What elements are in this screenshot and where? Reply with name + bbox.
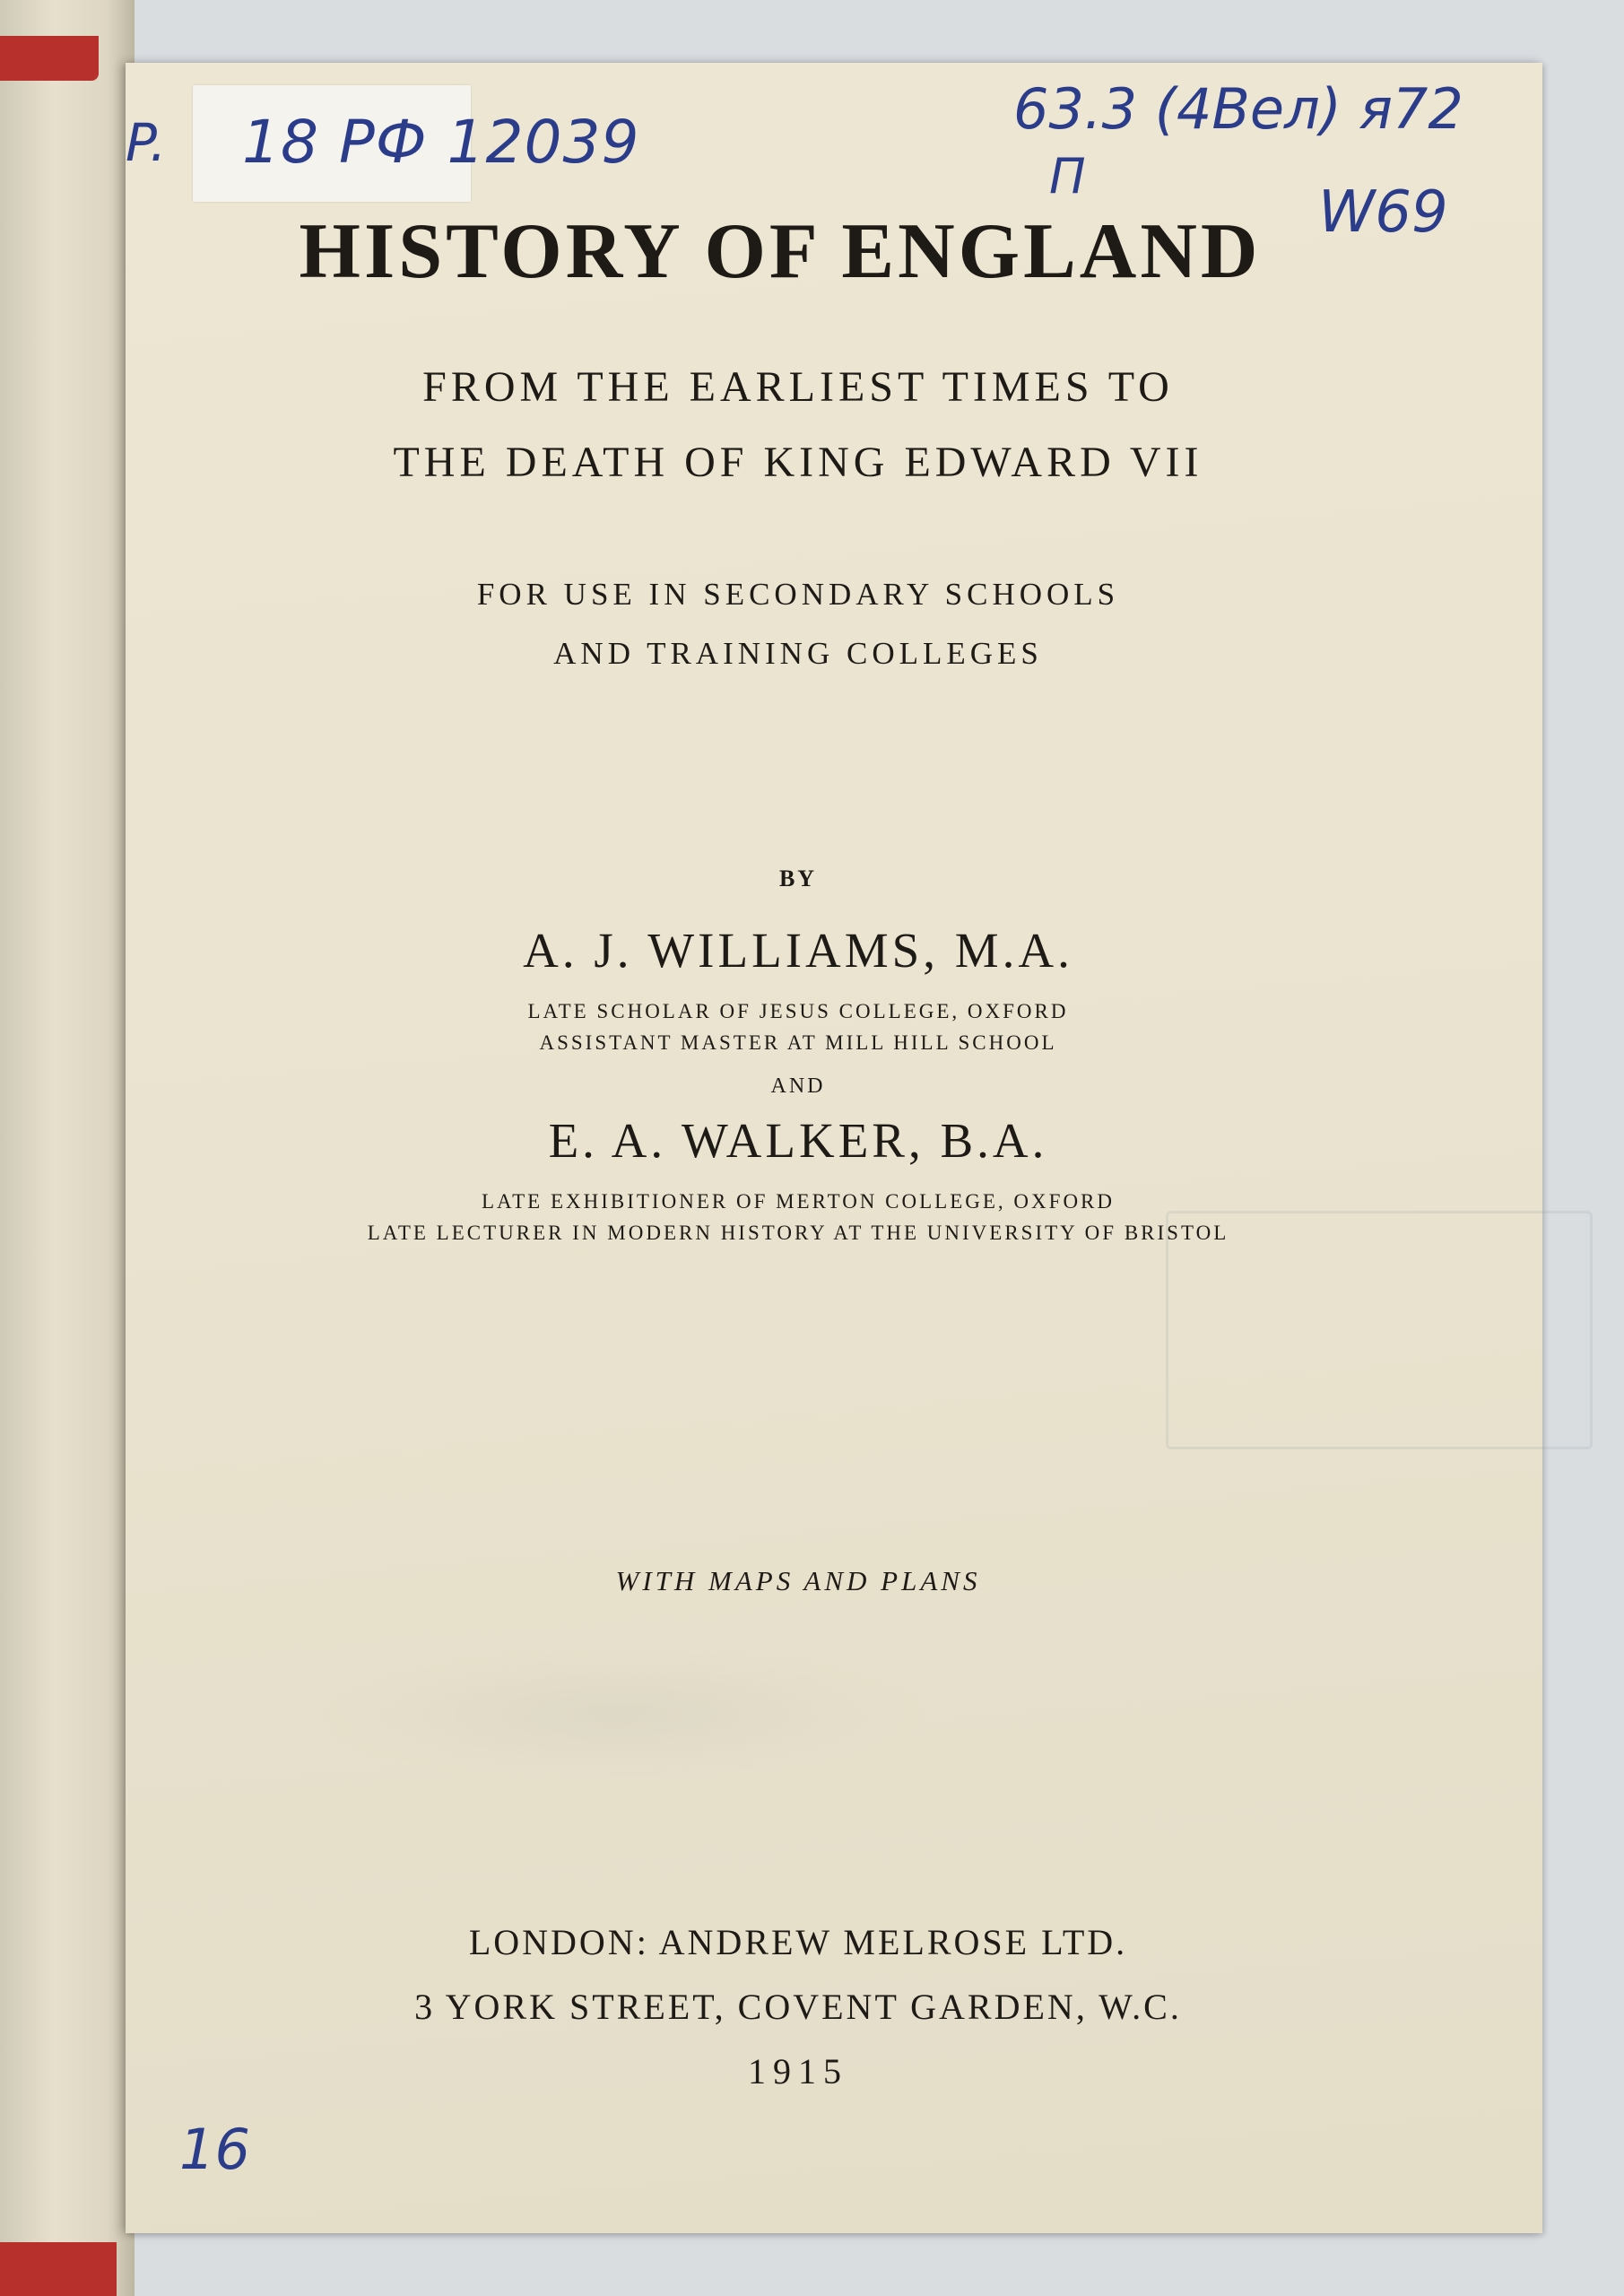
subtitle-line-2: THE DEATH OF KING EDWARD VII: [393, 439, 1203, 486]
red-cloth-bottom: [0, 2242, 117, 2296]
author-2-affiliation-1: LATE EXHIBITIONER OF MERTON COLLEGE, OXFORD: [482, 1190, 1115, 1213]
author-2-name: E. A. WALKER, B.A.: [548, 1113, 1048, 1168]
author-1-affiliation-2: ASSISTANT MASTER AT MILL HILL SCHOOL: [539, 1031, 1057, 1054]
publisher-imprint: [179, 1910, 1417, 2104]
author-2-affiliation-2: LATE LECTURER IN MODERN HISTORY AT THE UNIVERSITY OF BRISTOL: [367, 1222, 1229, 1244]
purpose-statement: [179, 565, 1417, 683]
handwritten-left-mark: P.: [126, 112, 167, 173]
author-2-affiliations: [179, 1186, 1417, 1248]
author-1-name: A. J. WILLIAMS, M.A.: [523, 923, 1073, 978]
purpose-line-1: FOR USE IN SECONDARY SCHOOLS: [476, 577, 1120, 612]
handwritten-call-number: 18 РФ 12039: [242, 108, 640, 177]
subtitle-line-1: FROM THE EARLIEST TIMES TO: [422, 363, 1174, 411]
book-title: HISTORY OF ENGLAND: [299, 208, 1262, 295]
red-cloth-top: [0, 36, 99, 81]
and-label: AND: [770, 1074, 826, 1098]
book-binding: [0, 0, 135, 2296]
by-label: BY: [778, 865, 818, 891]
publication-year: 1915: [748, 2051, 848, 2092]
publisher-line-1: LONDON: ANDREW MELROSE LTD.: [468, 1922, 1128, 1962]
publisher-line-2: 3 YORK STREET, COVENT GARDEN, W.C.: [414, 1987, 1182, 2027]
purpose-line-2: AND TRAINING COLLEGES: [553, 636, 1043, 671]
subtitle: [179, 350, 1417, 500]
author-1-affiliation-1: LATE SCHOLAR OF JESUS COLLEGE, OXFORD: [527, 1000, 1069, 1022]
author-1-affiliations: [179, 996, 1417, 1058]
handwritten-shelf-mark: 63.3 (4Вел) я72: [1013, 76, 1463, 142]
handwritten-page-number: 16: [179, 2117, 250, 2182]
handwritten-w-mark: W69: [1318, 179, 1448, 246]
handwritten-under-mark: П: [1049, 148, 1086, 204]
title-page: [126, 63, 1542, 2233]
maps-note: WITH MAPS AND PLANS: [615, 1565, 981, 1596]
faded-pencil-note: [305, 1641, 933, 1785]
